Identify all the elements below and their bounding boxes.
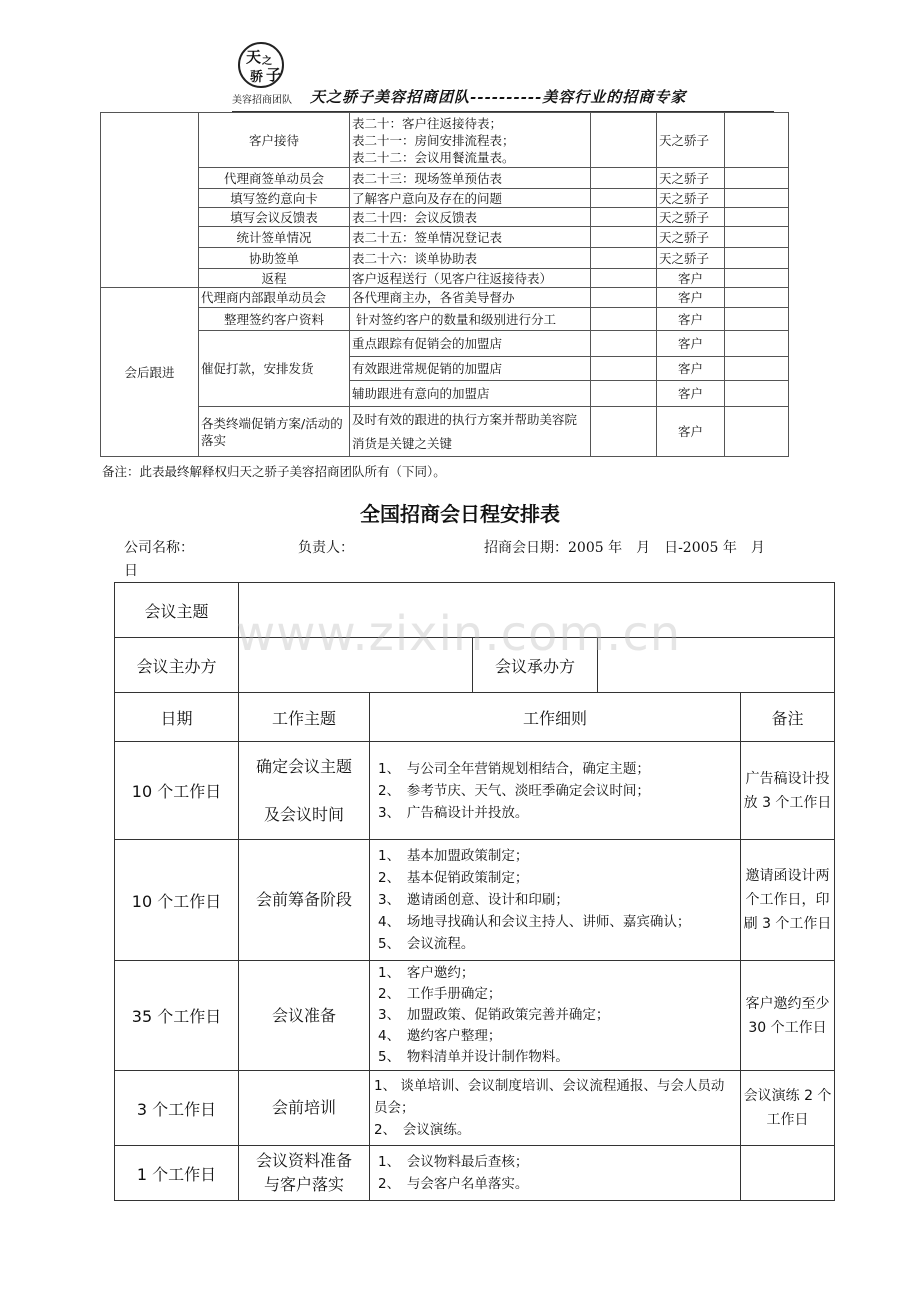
table-cell: 代理商内部跟单动员会 [199,288,350,308]
column-header: 工作主题 [239,693,370,742]
row-theme: 会前筹备阶段 [239,840,370,961]
table-cell [591,269,657,288]
logo-char-2: 之 [262,56,272,67]
detail-line: 5、 会议流程。 [378,936,475,952]
detail-line: 1、 与公司全年营销规划相结合，确定主题； [378,760,650,777]
row-details [370,1146,741,1201]
table-cell [725,208,789,227]
table-cell [591,407,657,457]
table-cell [725,407,789,457]
theme-line: 及会议时间 [263,804,344,824]
row-details [370,742,741,840]
table-cell [350,113,591,168]
table-cell: 天之骄子 [657,227,725,248]
meeting-theme-label: 会议主题 [115,583,239,638]
table-cell [725,189,789,208]
detail-line: 表二十一：房间安排流程表； [352,132,515,148]
table-cell [591,208,657,227]
table-cell: 客户返程送行（见客户往返接待表） [350,269,591,288]
table-cell [101,113,199,288]
detail-line: 5、 物料清单并设计制作物料。 [378,1049,569,1065]
column-header: 日期 [115,693,239,742]
row-theme [239,742,370,840]
row-remark [741,1146,835,1201]
row-date: 10 个工作日 [115,742,239,840]
table-cell: 客户 [657,269,725,288]
owner-label: 负责人： [298,540,354,556]
table-cell: 表二十六：谈单协助表 [350,248,591,269]
row-date: 35 个工作日 [115,961,239,1071]
table-cell [591,381,657,407]
table-cell: 天之骄子 [657,248,725,269]
table-cell [725,381,789,407]
table-cell: 天之骄子 [657,168,725,189]
column-header: 备注 [741,693,835,742]
table-cell [725,113,789,168]
table-cell [591,288,657,308]
table-cell: 天之骄子 [657,208,725,227]
meeting-host-label: 会议主办方 [115,638,239,693]
table-row [101,208,789,227]
row-details [370,1071,741,1146]
meeting-date-tail: 日 [124,563,138,579]
theme-line: 会议资料准备 [255,1151,352,1170]
table-note: 备注：此表最终解释权归天之骄子美容招商团队所有（下同）。 [102,464,446,479]
logo-char-4: 子 [266,66,282,84]
row-details [370,961,741,1071]
table-row [101,288,789,308]
table-row [115,1071,835,1146]
table-cell [591,331,657,357]
detail-line: 2、 基本促销政策制定； [378,870,529,886]
table-cell: 重点跟踪有促销会的加盟店 [350,331,591,357]
table-cell [725,248,789,269]
row-date: 3 个工作日 [115,1071,239,1146]
table-cell: 填写签约意向卡 [199,189,350,208]
logo-char-3: 骄 [250,70,264,85]
row-date: 10 个工作日 [115,840,239,961]
table-cell [725,227,789,248]
table-row [115,840,835,961]
table-row [115,1146,835,1201]
detail-line: 2、 会议演练。 [374,1122,471,1138]
detail-line: 4、 场地寻找确认和会议主持人、讲师、嘉宾确认； [378,914,691,930]
meeting-organizer-label: 会议承办方 [473,638,598,693]
table-cell: 表二十三：现场签单预估表 [350,168,591,189]
meeting-date-label: 招商会日期：2005 年 月 日-2005 年 月 [484,540,765,556]
table-cell: 客户 [657,381,725,407]
detail-line: 1、 会议物料最后查核； [378,1154,529,1170]
table-row [101,248,789,269]
table-cell: 填写会议反馈表 [199,208,350,227]
table-row [101,331,789,357]
header-slogan: 天之骄子美容招商团队----------美容行业的招商专家 [310,88,687,106]
detail-line: 2、 工作手册确定； [378,986,502,1002]
schedule-title: 全国招商会日程安排表 [360,502,560,526]
detail-line: 3、 邀请函创意、设计和印刷； [378,892,569,908]
detail-line: 表二十：客户往返接待表； [352,115,503,131]
table-row [101,113,789,168]
table-row [101,227,789,248]
table-cell: 及时有效的跟进的执行方案并帮助美容院消货是关键之关键 [350,407,591,457]
logo-char-1: 天 [246,48,262,66]
table-cell: 统计签单情况 [199,227,350,248]
table-row [115,742,835,840]
column-header: 工作细则 [370,693,741,742]
detail-line: 3、 广告稿设计并投放。 [378,804,529,821]
table-cell: 表二十四：会议反馈表 [350,208,591,227]
row-date: 1 个工作日 [115,1146,239,1201]
row-theme [239,1146,370,1201]
table-cell [591,357,657,381]
detail-line: 2、 参考节庆、天气、淡旺季确定会议时间； [378,782,650,799]
row-remark: 会议演练 2 个工作日 [741,1071,835,1146]
row-remark: 邀请函设计两个工作日，印刷 3 个工作日 [741,840,835,961]
table-cell [725,357,789,381]
table-cell [591,248,657,269]
table-cell: 协助签单 [199,248,350,269]
table-cell [591,227,657,248]
company-name-label: 公司名称： [124,540,194,556]
row-theme: 会议准备 [239,961,370,1071]
table-cell: 天之骄子 [657,113,725,168]
team-logo [226,40,298,104]
table-cell: 客户 [657,288,725,308]
table-cell: 表二十五：签单情况登记表 [350,227,591,248]
table-cell [591,168,657,189]
table-cell: 有效跟进常规促销的加盟店 [350,357,591,381]
row-details [370,840,741,961]
table-row [101,269,789,288]
table-cell: 会后跟进 [101,288,199,457]
detail-line: 2、 与会客户名单落实。 [378,1176,529,1192]
table-row [101,168,789,189]
table-cell: 针对签约客户的数量和级别进行分工 [350,308,591,331]
table-cell [725,168,789,189]
process-table [100,112,789,457]
row-theme: 会前培训 [239,1071,370,1146]
table-cell: 客户接待 [199,113,350,168]
table-row [101,407,789,457]
table-cell: 各代理商主办，各省美导督办 [350,288,591,308]
table-row [101,189,789,208]
table-cell [725,331,789,357]
table-cell: 了解客户意向及存在的问题 [350,189,591,208]
table-cell: 代理商签单动员会 [199,168,350,189]
detail-line: 4、 邀约客户整理； [378,1028,502,1044]
table-cell: 客户 [657,407,725,457]
table-cell [725,269,789,288]
schedule-table [114,582,835,1201]
theme-line: 与客户落实 [263,1175,344,1194]
table-cell [725,288,789,308]
detail-line: 1、 基本加盟政策制定； [378,848,529,864]
table-row [101,308,789,331]
table-cell: 天之骄子 [657,189,725,208]
table-cell: 客户 [657,331,725,357]
table-cell: 客户 [657,308,725,331]
table-cell: 辅助跟进有意向的加盟店 [350,381,591,407]
table-cell: 客户 [657,357,725,381]
row-remark: 广告稿设计投放 3 个工作日 [741,742,835,840]
table-cell [591,308,657,331]
detail-line: 3、 加盟政策、促销政策完善并确定； [378,1007,610,1023]
detail-line: 1、 谈单培训、会议制度培训、会议流程通报、与会人员动员会； [374,1078,725,1116]
table-header-row [115,693,835,742]
row-remark: 客户邀约至少 30 个工作日 [741,961,835,1071]
table-cell [591,189,657,208]
table-cell: 催促打款，安排发货 [199,331,350,407]
logo-subtitle: 美容招商团队 [232,95,292,106]
table-cell: 返程 [199,269,350,288]
table-cell [591,113,657,168]
detail-line: 表二十二：会议用餐流量表。 [352,149,515,165]
watermark: www.zixin.com.cn [236,606,682,662]
table-cell: 各类终端促销方案/活动的落实 [199,407,350,457]
table-cell: 整理签约客户资料 [199,308,350,331]
table-cell [725,308,789,331]
table-row [115,961,835,1071]
theme-line: 确定会议主题 [255,756,352,776]
detail-line: 1、 客户邀约； [378,965,475,981]
